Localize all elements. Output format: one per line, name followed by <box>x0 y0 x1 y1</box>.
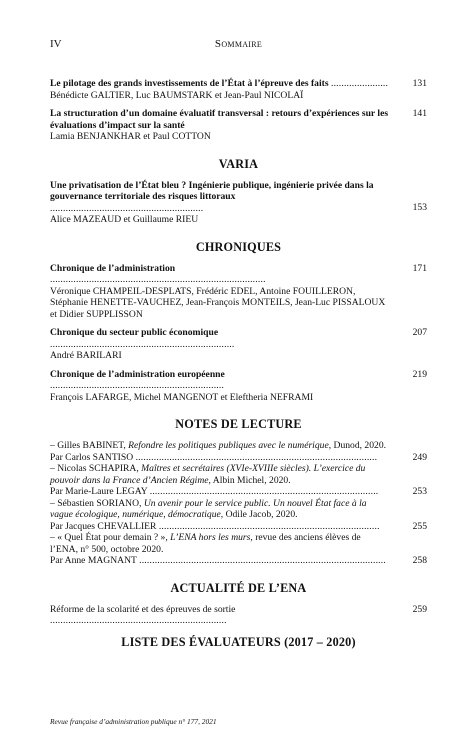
toc-entry[interactable] <box>50 180 427 226</box>
entry-page: 153 <box>412 201 427 213</box>
entry-page: 131 <box>412 78 427 89</box>
entry-title: Le pilotage des grands investissements de l’État à l’épreuve des faits ...................... <box>50 78 389 89</box>
entry-authors: Lamia BENJANKHAR et Paul COTTON <box>50 131 211 142</box>
entry-page: 258 <box>412 555 427 566</box>
entry-title: Chronique de l’administration ................................................................................... <box>50 262 266 285</box>
entry-title: Chronique du secteur public économique ....................................................................... <box>50 327 235 350</box>
section-heading-varia: VARIA <box>218 156 259 171</box>
entry-authors: Alice MAZEAUD et Guillaume RIEU <box>50 214 199 225</box>
section-heading-chroniques: CHRONIQUES <box>195 239 282 254</box>
entry-page: 249 <box>412 451 427 463</box>
entry-title: Une privatisation de l’État bleu ? Ingénierie publique, ingénierie privée dans la gouvernance territoriale des risques littoraux ........................................................... <box>50 179 374 214</box>
note-reviewer: Par Marie-Laure LEGAY ........................................................................................ 253 <box>50 486 427 497</box>
toc-entry[interactable] <box>50 327 427 362</box>
section-heading-evaluateurs: LISTE DES ÉVALUATEURS (2017 – 2020) <box>121 634 356 649</box>
page-number: IV <box>50 38 62 50</box>
note-reference: – Gilles BABINET, Refondre les politiques publiques avec le numérique, Dunod, 2020. <box>50 440 387 451</box>
entry-authors: Bénédicte GALTIER, Luc BAUMSTARK et Jean-Paul NICOLAÏ <box>50 89 304 101</box>
section-heading-notes: NOTES DE LECTURE <box>175 417 302 431</box>
entry-page: 171 <box>412 262 427 274</box>
note-reference: – Sébastien SORIANO, Un avenir pour le service public. Un nouvel État face à la vague écologique, numérique, démocratique, Odile Jacob, 2020. <box>50 497 367 520</box>
running-header <box>50 38 427 52</box>
entry-title: Chronique de l’administration européenne ................................................................... <box>50 368 225 391</box>
entry-page: 207 <box>412 327 427 338</box>
table-of-contents <box>50 78 427 658</box>
toc-entry[interactable] <box>50 78 427 101</box>
entry-authors: André BARILARI <box>50 350 122 361</box>
toc-entry[interactable] <box>50 604 427 627</box>
entry-authors: Véronique CHAMPEIL-DESPLATS, Frédéric EDEL, Antoine FOUILLERON, Stéphanie HENETTE-VAUCHEZ, Jean-François MONTEILS, Jean-Luc PISSALOUX et Didier SUPPLISSON <box>50 285 386 320</box>
note-reference: – Nicolas SCHAPIRA, Maîtres et secrétaires (XVIe-XVIIIe siècles). L’exercice du pouvoir dans la France d’Ancien Régime, Albin Michel, 2020. <box>50 463 366 486</box>
entry-page: 219 <box>412 368 427 380</box>
entry-title: La structuration d’un domaine évaluatif transversal : retours d’expériences sur les évaluations d’impact sur la santé <box>50 108 389 131</box>
note-item[interactable] <box>50 498 427 533</box>
entry-page: 259 <box>412 603 427 615</box>
note-item[interactable] <box>50 532 427 567</box>
entry-page: 141 <box>412 108 427 119</box>
toc-entry[interactable] <box>50 369 427 404</box>
entry-title: Réforme de la scolarité et des épreuves de sortie .................................................................... <box>50 603 236 626</box>
entry-page: 255 <box>412 520 427 532</box>
note-reviewer: Par Anne MAGNANT ............................................................................................... 258 <box>50 555 427 566</box>
note-reviewer: Par Carlos SANTISO ............................................................................................. 249 <box>50 451 427 463</box>
entry-authors: François LAFARGE, Michel MANGENOT et Eleftheria NEFRAMI <box>50 391 314 403</box>
toc-entry[interactable] <box>50 263 427 321</box>
entry-page: 253 <box>412 486 427 497</box>
toc-entry[interactable] <box>50 108 427 143</box>
page-footer: Revue française d’administration publique n° 177, 2021 <box>50 717 217 726</box>
note-reference: – « Quel État pour demain ? », L’ENA hors les murs, revue des anciens élèves de l’ENA, n° 500, octobre 2020. <box>50 532 361 555</box>
note-reviewer: Par Jacques CHEVALLIER ..................................................................................... 255 <box>50 520 427 532</box>
note-item[interactable] <box>50 440 427 463</box>
note-item[interactable] <box>50 463 427 498</box>
running-title: Sommaire <box>214 38 263 50</box>
section-heading-ena: ACTUALITÉ DE L’ENA <box>170 580 307 595</box>
